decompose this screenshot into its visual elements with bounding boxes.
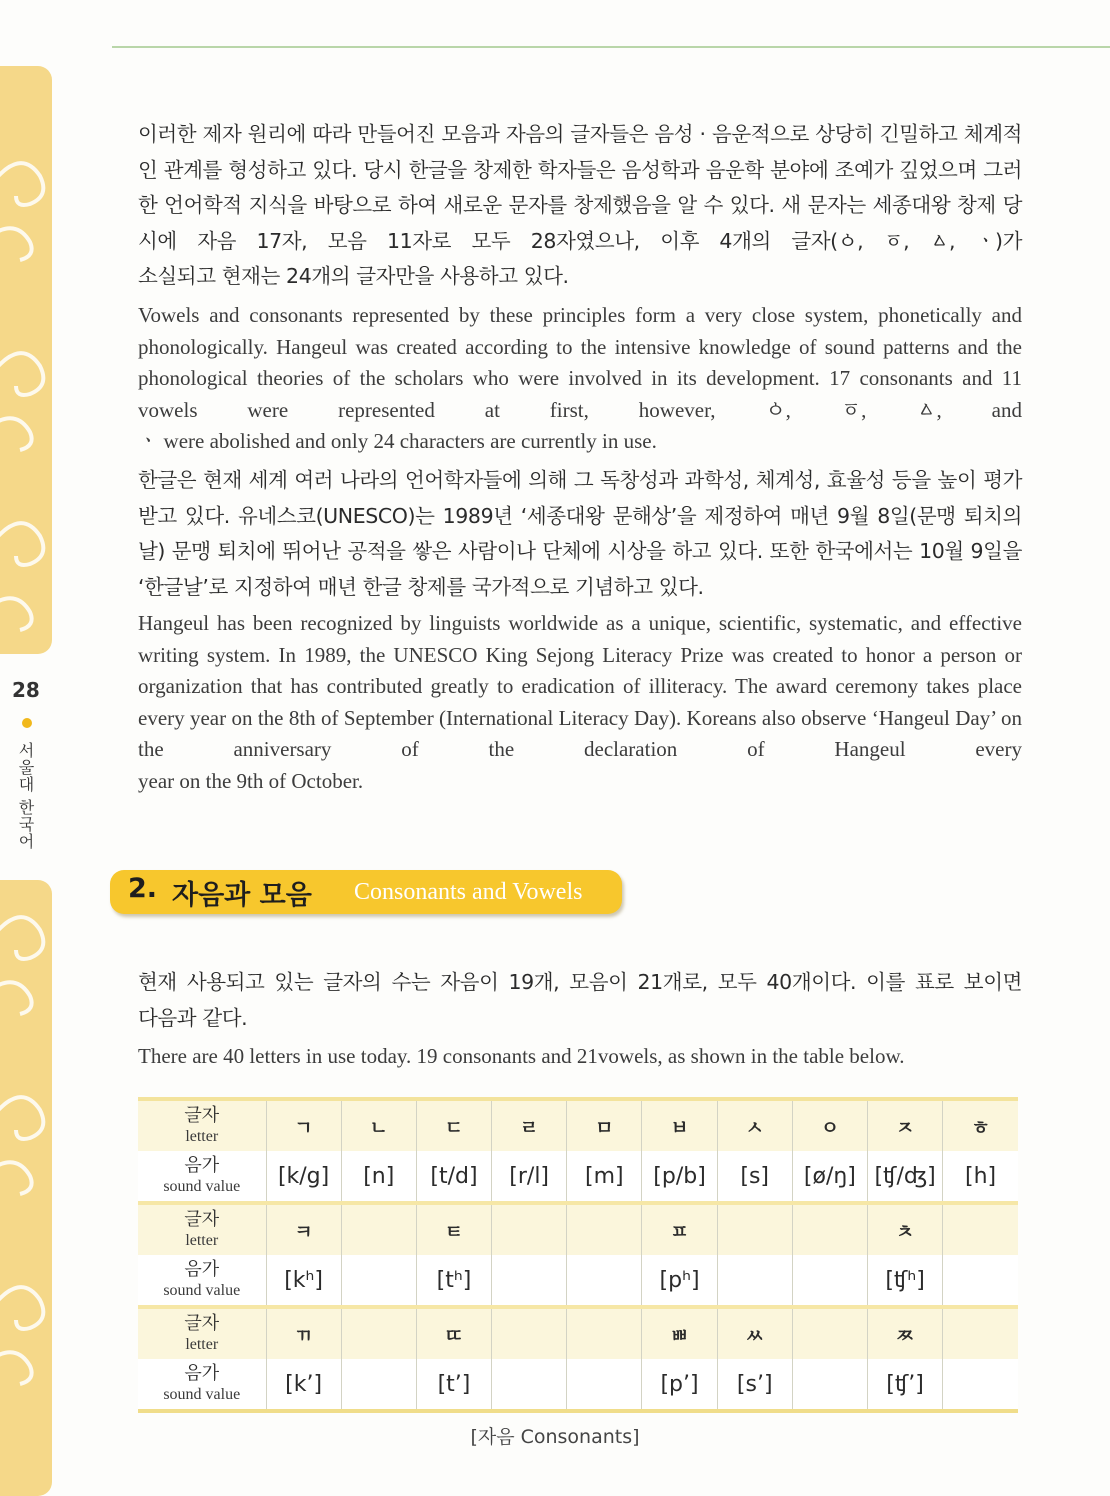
paragraph-1-english [138,300,1022,458]
table-caption: [자음 Consonants] [470,1426,640,1448]
table-cell: [ʧ/ʤ] [868,1151,943,1203]
table-cell: ㄸ [416,1307,491,1359]
table-row [138,1359,1018,1411]
row-header-letter [138,1203,266,1255]
row-header-sound [138,1359,266,1411]
paragraph-2-korean [138,463,1022,605]
row-header-label: sound value [163,1178,241,1195]
table-cell: [k/g] [266,1151,341,1203]
table-row [138,1255,1018,1307]
table-cell [341,1203,416,1255]
table-cell [792,1203,867,1255]
table-cell: ㄱ [266,1099,341,1151]
table-cell [567,1307,642,1359]
section-number: 2. [128,873,158,904]
cloud-swirl-icon [0,66,52,654]
section-title-english: Consonants and Vowels [354,879,583,905]
page-dot-icon [22,718,32,728]
table-cell [792,1307,867,1359]
table-row [138,1203,1018,1255]
paragraph-2-korean-last-line: ‘한글날’로 지정하여 매년 한글 창제를 국가적으로 기념하고 있다. [138,574,704,599]
table-cell: ㅈ [868,1099,943,1151]
table-cell [943,1307,1018,1359]
table-cell [341,1307,416,1359]
table-cell: ㅌ [416,1203,491,1255]
table-cell: ㄴ [341,1099,416,1151]
table-cell: [p’] [642,1359,717,1411]
section-intro-korean [138,965,1022,1036]
row-header-letter [138,1099,266,1151]
table-cell: [s] [717,1151,792,1203]
consonant-table [138,1097,1018,1413]
section-intro-english [138,1041,1022,1073]
table-cell: ㅂ [642,1099,717,1151]
row-header-label: 글자 [184,1105,220,1126]
paragraph-2-english [138,608,1022,797]
table-cell: [m] [567,1151,642,1203]
table-cell: ㅆ [717,1307,792,1359]
side-decoration-lower [0,880,52,1496]
table-cell [341,1255,416,1307]
paragraph-2-korean-text: 한글은 현재 세계 여러 나라의 언어학자들에 의해 그 독창성과 과학성, 체계성, 효율성 등을 높이 평가받고 있다. 유네스코(UNESCO)는 1989년 ‘세종대왕 문해상’을 제정하여 매년 9월 8일(문맹 퇴치의 날) 문맹 퇴치에 뛰어난 공적을 쌓은 사람이나 단체에 시상을 하고 있다. 또한 한국에서는 10월 9일을 [138,468,1022,563]
running-title: 서울대 한국어 [16,742,35,851]
row-header-label: letter [185,1232,219,1249]
table-cell [567,1255,642,1307]
paragraph-2-english-last-line: year on the 9th of October. [138,768,364,793]
table-cell [943,1359,1018,1411]
table-cell [567,1203,642,1255]
section-title-korean: 자음과 모음 [172,880,312,911]
table-cell: [p/b] [642,1151,717,1203]
table-row [138,1099,1018,1151]
side-decoration-upper [0,66,52,654]
row-header-label: letter [185,1336,219,1353]
row-header-label: letter [185,1128,219,1145]
row-header-label: 음가 [184,1259,220,1280]
table-cell: ㅋ [266,1203,341,1255]
row-header-label: sound value [163,1282,241,1299]
table-cell: [pʰ] [642,1255,717,1307]
row-header-label: 음가 [184,1363,220,1384]
table-cell: [ʧʰ] [868,1255,943,1307]
cloud-swirl-icon [0,880,52,1496]
row-header-letter [138,1307,266,1359]
table-cell: [kʰ] [266,1255,341,1307]
section-heading [110,870,622,914]
paragraph-2-english-text: Hangeul has been recognized by linguists worldwide as a unique, scientific, systematic, and effective writing system. In 1989, the UNESCO King Sejong Literacy Prize was created to honor a person or organization that has contributed greatly to eradication of illiteracy. The award ceremony takes place every year on the 8th of September (International Literacy Day). Koreans also observe ‘Hangeul Day’ on the anniversary of the declaration of Hangeul every [138,611,1022,761]
table-cell [792,1359,867,1411]
table-cell: ㅇ [792,1099,867,1151]
table-cell [341,1359,416,1411]
section-intro-korean-text: 현재 사용되고 있는 글자의 수는 자음이 19개, 모음이 21개로, 모두 40개이다. 이를 표로 보이면 [138,970,1022,994]
table-cell: [ʧ’] [868,1359,943,1411]
table-cell: [tʰ] [416,1255,491,1307]
row-header-label: sound value [163,1386,241,1403]
table-cell: ㅁ [567,1099,642,1151]
table-cell: ㅅ [717,1099,792,1151]
table-cell [492,1203,567,1255]
paragraph-1-english-last-line: ㆍ were abolished and only 24 characters are currently in use. [138,429,657,453]
page-number: 28 [12,678,40,702]
paragraph-1-korean [138,117,1022,295]
table-cell: ㅃ [642,1307,717,1359]
section-intro-korean-last-line: 다음과 같다. [138,1005,248,1030]
table-cell: [r/l] [492,1151,567,1203]
paragraph-1-english-text: Vowels and consonants represented by these principles form a very close system, phonetically and phonologically. Hangeul was created according to the intensive knowledge of sound patterns and the phonological theories of the scholars who were involved in its development. 17 consonants and 11 vowels were represented at first, however, ㆁ, ㆆ, ㅿ, and [138,303,1022,422]
table-cell: [t’] [416,1359,491,1411]
table-cell: ㅊ [868,1203,943,1255]
table-cell: [ø/ŋ] [792,1151,867,1203]
table-cell [792,1255,867,1307]
table-cell [567,1359,642,1411]
table-cell [943,1255,1018,1307]
section-intro-english-text: There are 40 letters in use today. 19 consonants and 21vowels, as shown in the table below. [138,1044,905,1068]
row-header-label: 글자 [184,1209,220,1230]
table-cell: [h] [943,1151,1018,1203]
table-cell [717,1255,792,1307]
paragraph-1-korean-last-line: 소실되고 현재는 24개의 글자만을 사용하고 있다. [138,264,569,288]
table-row [138,1151,1018,1203]
table-cell: ㄷ [416,1099,491,1151]
table-row [138,1307,1018,1359]
table-cell: [s’] [717,1359,792,1411]
table-cell [492,1307,567,1359]
table-cell: ㅍ [642,1203,717,1255]
row-header-sound [138,1255,266,1307]
row-header-sound [138,1151,266,1203]
table-cell: ㅎ [943,1099,1018,1151]
table-cell: [n] [341,1151,416,1203]
table-cell: [t/d] [416,1151,491,1203]
table-cell [717,1203,792,1255]
table-cell [492,1359,567,1411]
table-cell: ㄹ [492,1099,567,1151]
top-rule [112,46,1110,48]
table-cell [492,1255,567,1307]
paragraph-1-korean-text: 이러한 제자 원리에 따라 만들어진 모음과 자음의 글자들은 음성 · 음운적으로 상당히 긴밀하고 체계적인 관계를 형성하고 있다. 당시 한글을 창제한 학자들은 음성학과 음운학 분야에 조예가 깊었으며 그러한 언어학적 지식을 바탕으로 하여 새로운 문자를 창제했음을 알 수 있다. 새 문자는 세종대왕 창제 당시에 자음 17자, 모음 11자로 모두 28자였으나, 이후 4개의 글자(ㆁ, ㆆ, ㅿ, ㆍ)가 [138,122,1022,253]
table-cell: [k’] [266,1359,341,1411]
row-header-label: 글자 [184,1313,220,1334]
table-cell: ㅉ [868,1307,943,1359]
row-header-label: 음가 [184,1155,220,1176]
table-cell [943,1203,1018,1255]
table-cell: ㄲ [266,1307,341,1359]
